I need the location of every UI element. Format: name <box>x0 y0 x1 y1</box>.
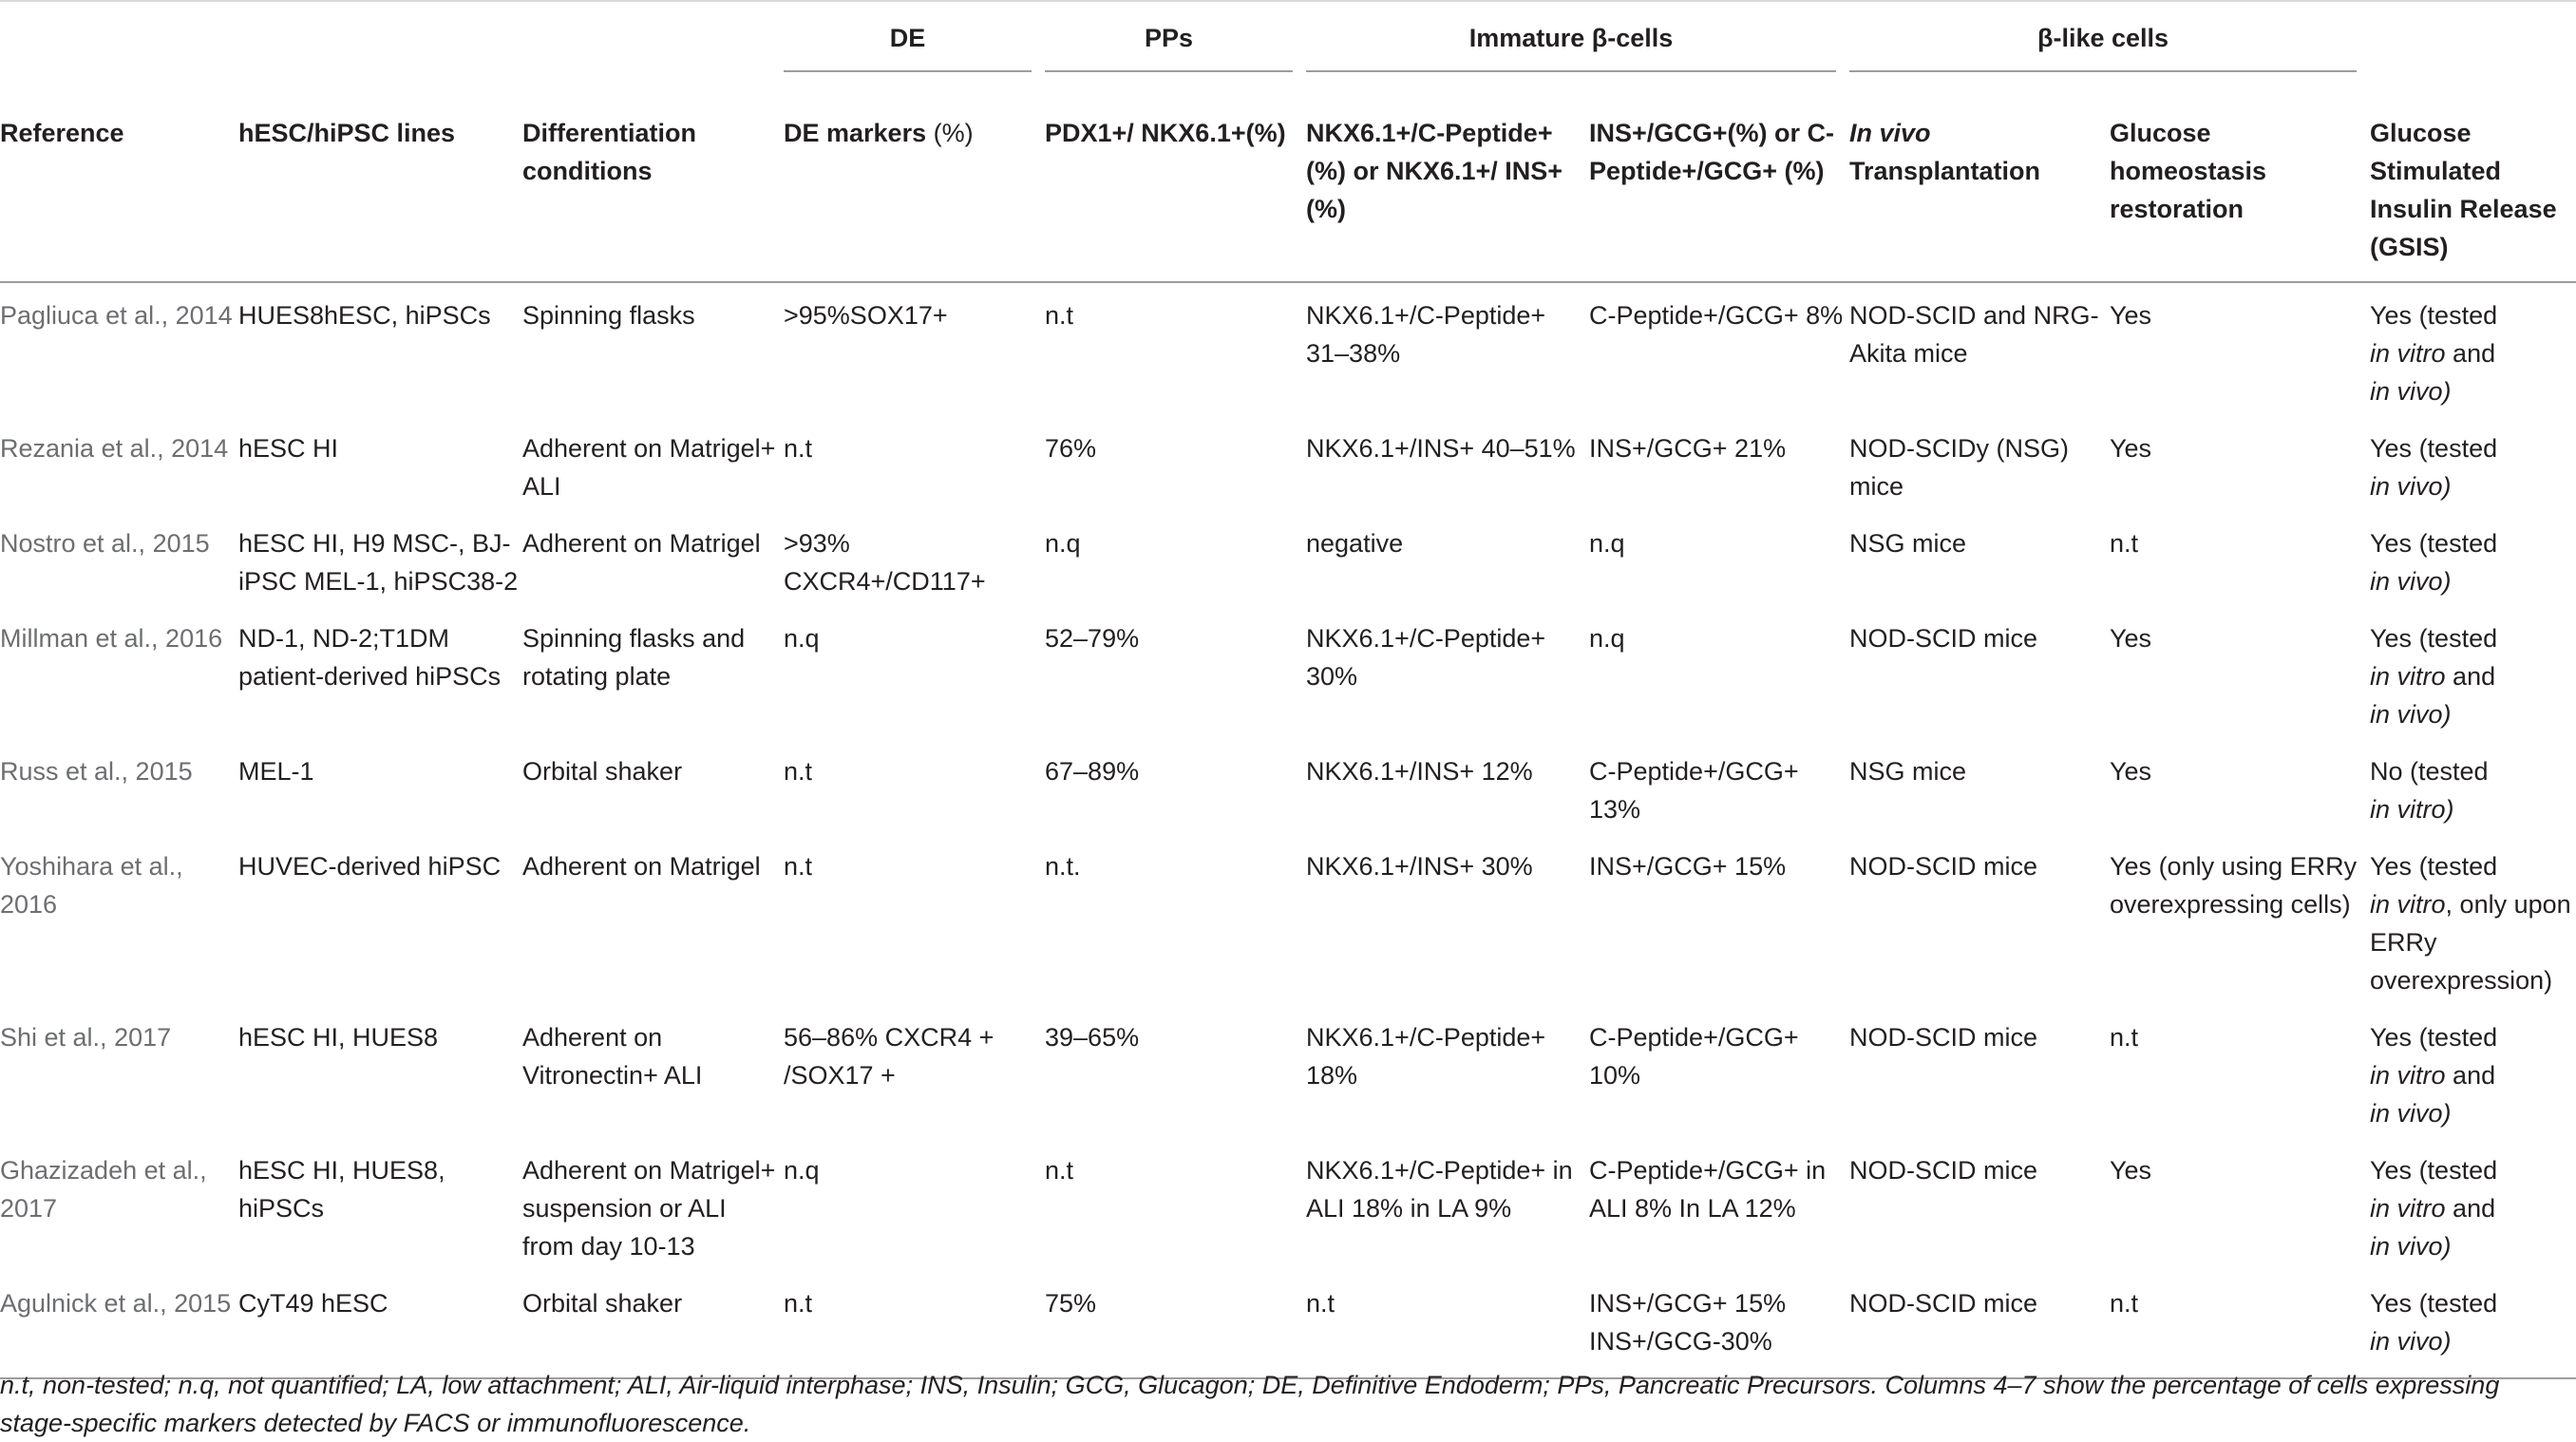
header-in-vivo-transplantation: In vivo Transplantation <box>1849 89 2110 282</box>
table-row <box>0 1271 2576 1378</box>
cell-reference: Pagliuca et al., 2014 <box>0 301 233 330</box>
cell-conditions: Spinning flasks and rotating plate <box>522 624 746 691</box>
group-de: DE <box>784 1 1045 89</box>
cell-cell-lines: hESC HI, HUES8 <box>238 1023 439 1052</box>
cell-cell-lines: HUES8hESC, hiPSCs <box>238 301 491 330</box>
cell-in-vivo: NOD-SCID and NRG-Akita mice <box>1849 301 2099 368</box>
cell-glucose-homeostasis: Yes <box>2110 434 2152 463</box>
table-row <box>0 739 2576 834</box>
cell-cell-lines: CyT49 hESC <box>238 1271 522 1378</box>
cell-conditions: Orbital shaker <box>522 1271 784 1378</box>
cell-nkx61-cpeptide: NKX6.1+/INS+ 40–51% <box>1306 434 1576 463</box>
cell-conditions: Adherent on Matrigel+ ALI <box>522 434 776 501</box>
cell-nkx61-cpeptide: NKX6.1+/C-Peptide+ 31–38% <box>1306 301 1546 368</box>
cell-in-vivo: NOD-SCID mice <box>1849 624 2038 653</box>
cell-conditions: Orbital shaker <box>522 757 683 786</box>
cell-pdx1-nkx61: n.q <box>1045 529 1081 558</box>
cell-gsis: Yes (tested in vivo) <box>2370 1271 2576 1378</box>
cell-de-markers: 56–86% CXCR4 + /SOX17 + <box>784 1023 994 1090</box>
cell-gsis: Yes (tested in vitro and in vivo) <box>2370 1156 2498 1261</box>
cell-nkx61-cpeptide: NKX6.1+/C-Peptide+ 18% <box>1306 1023 1546 1090</box>
table-row <box>0 416 2576 511</box>
cell-gsis: Yes (tested in vitro and in vivo) <box>2370 301 2498 406</box>
cell-cell-lines: HUVEC-derived hiPSC <box>238 852 502 881</box>
cell-nkx61-cpeptide: negative <box>1306 529 1404 558</box>
cell-gsis: Yes (tested in vitro, only upon ERRy overexpression) <box>2370 852 2571 995</box>
header-cell-lines: hESC/hiPSC lines <box>238 89 522 282</box>
cell-in-vivo: NSG mice <box>1849 757 1967 786</box>
cell-cell-lines: MEL-1 <box>238 757 314 786</box>
cell-reference: Agulnick et al., 2015 <box>0 1271 238 1378</box>
header-glucose-homeostasis: Glucose homeostasis restoration <box>2110 89 2370 282</box>
cell-de-markers: >95%SOX17+ <box>784 301 948 330</box>
table-row <box>0 1005 2576 1138</box>
cell-cell-lines: ND-1, ND-2;T1DM patient-derived hiPSCs <box>238 624 502 691</box>
cell-pdx1-nkx61: n.t <box>1045 301 1074 330</box>
cell-reference: Russ et al., 2015 <box>0 757 193 786</box>
cell-glucose-homeostasis: Yes <box>2110 301 2152 330</box>
cell-glucose-homeostasis: Yes <box>2110 624 2152 653</box>
cell-cell-lines: hESC HI, H9 MSC-, BJ-iPSC MEL-1, hiPSC38-2 <box>238 529 519 596</box>
header-gsis: Glucose Stimulated Insulin Release (GSIS) <box>2370 89 2576 282</box>
header-ins-gcg: INS+/GCG+(%) or C-Peptide+/GCG+ (%) <box>1589 89 1849 282</box>
cell-nkx61-cpeptide: NKX6.1+/C-Peptide+ in ALI 18% in LA 9% <box>1306 1156 1573 1223</box>
cell-ins-gcg: C-Peptide+/GCG+ in ALI 8% In LA 12% <box>1589 1156 1827 1223</box>
header-de-markers: DE markers (%) <box>784 89 1045 282</box>
group-header-row <box>0 1 2576 89</box>
cell-de-markers: n.t <box>784 1271 1045 1378</box>
header-nkx61-cpeptide: NKX6.1+/C-Peptide+ (%) or NKX6.1+/ INS+ (%) <box>1306 89 1589 282</box>
cell-conditions: Adherent on Vitronectin+ ALI <box>522 1023 703 1090</box>
cell-glucose-homeostasis: n.t <box>2110 529 2139 558</box>
column-header-row <box>0 89 2576 282</box>
cell-de-markers: n.q <box>784 1156 820 1185</box>
cell-ins-gcg: C-Peptide+/GCG+ 10% <box>1589 1023 1799 1090</box>
cell-ins-gcg: INS+/GCG+ 15% INS+/GCG-30% <box>1589 1271 1849 1378</box>
cell-reference: Shi et al., 2017 <box>0 1023 172 1052</box>
cell-reference: Yoshihara et al., 2016 <box>0 852 183 919</box>
cell-pdx1-nkx61: 39–65% <box>1045 1023 1140 1052</box>
cell-gsis: Yes (tested in vivo) <box>2370 529 2498 596</box>
cell-reference: Rezania et al., 2014 <box>0 434 229 463</box>
cell-in-vivo: NSG mice <box>1849 529 1967 558</box>
cell-nkx61-cpeptide: NKX6.1+/INS+ 12% <box>1306 757 1533 786</box>
table-row <box>0 834 2576 1005</box>
cell-de-markers: n.t <box>784 852 813 881</box>
cell-de-markers: >93% CXCR4+/CD117+ <box>784 529 986 596</box>
cell-in-vivo: NOD-SCIDy (NSG) mice <box>1849 434 2070 501</box>
table-row <box>0 511 2576 606</box>
table-row <box>0 1138 2576 1271</box>
table-row <box>0 282 2576 416</box>
cell-conditions: Spinning flasks <box>522 301 695 330</box>
cell-gsis: Yes (tested in vitro and in vivo) <box>2370 1023 2498 1128</box>
table-row <box>0 606 2576 739</box>
cell-reference: Nostro et al., 2015 <box>0 529 210 558</box>
cell-ins-gcg: n.q <box>1589 624 1625 653</box>
cell-reference: Millman et al., 2016 <box>0 624 223 653</box>
cell-ins-gcg: INS+/GCG+ 21% <box>1589 434 1787 463</box>
cell-in-vivo: NOD-SCID mice <box>1849 1156 2038 1185</box>
cell-in-vivo: NOD-SCID mice <box>1849 1271 2110 1378</box>
cell-conditions: Adherent on Matrigel <box>522 529 761 558</box>
cell-ins-gcg: C-Peptide+/GCG+ 8% <box>1589 301 1844 330</box>
cell-pdx1-nkx61: n.t. <box>1045 852 1081 881</box>
cell-ins-gcg: INS+/GCG+ 15% <box>1589 852 1787 881</box>
cell-nkx61-cpeptide: n.t <box>1306 1271 1589 1378</box>
header-reference: Reference <box>0 89 238 282</box>
group-immature-beta-cells: Immature β-cells <box>1306 1 1849 89</box>
cell-glucose-homeostasis: Yes <box>2110 757 2152 786</box>
group-beta-like-cells: β-like cells <box>1849 1 2370 89</box>
cell-pdx1-nkx61: 52–79% <box>1045 624 1140 653</box>
group-pps: PPs <box>1045 1 1306 89</box>
cell-pdx1-nkx61: 76% <box>1045 434 1097 463</box>
header-pdx1-nkx61: PDX1+/ NKX6.1+(%) <box>1045 89 1306 282</box>
cell-pdx1-nkx61: 67–89% <box>1045 757 1140 786</box>
cell-glucose-homeostasis: Yes (only using ERRy overexpressing cells) <box>2110 852 2358 919</box>
cell-ins-gcg: n.q <box>1589 529 1625 558</box>
cell-de-markers: n.q <box>784 624 820 653</box>
cell-glucose-homeostasis: Yes <box>2110 1156 2152 1185</box>
table-footnote: n.t, non-tested; n.q, not quantified; LA, low attachment; ALI, Air-liquid interphase; INS, Insulin; GCG, Glucagon; DE, Definitive Endoderm; PPs, Pancreatic Precursors. Columns 4–7 show the percentage of cells expressing stage-specific markers detected by FACS or immunofluorescence. <box>0 1371 2500 1437</box>
cell-glucose-homeostasis: n.t <box>2110 1023 2139 1052</box>
cell-pdx1-nkx61: n.t <box>1045 1156 1074 1185</box>
cell-nkx61-cpeptide: NKX6.1+/C-Peptide+ 30% <box>1306 624 1546 691</box>
cell-de-markers: n.t <box>784 434 813 463</box>
cell-nkx61-cpeptide: NKX6.1+/INS+ 30% <box>1306 852 1533 881</box>
cell-glucose-homeostasis: n.t <box>2110 1271 2370 1378</box>
cell-cell-lines: hESC HI <box>238 434 339 463</box>
cell-reference: Ghazizadeh et al., 2017 <box>0 1156 207 1223</box>
cell-in-vivo: NOD-SCID mice <box>1849 1023 2038 1052</box>
cell-gsis: Yes (tested in vitro and in vivo) <box>2370 624 2498 729</box>
cell-ins-gcg: C-Peptide+/GCG+ 13% <box>1589 757 1799 824</box>
table-body <box>0 282 2576 1378</box>
cell-gsis: Yes (tested in vivo) <box>2370 434 2498 501</box>
cell-cell-lines: hESC HI, HUES8, hiPSCs <box>238 1156 445 1223</box>
cell-de-markers: n.t <box>784 757 813 786</box>
cell-conditions: Adherent on Matrigel <box>522 852 761 881</box>
cell-conditions: Adherent on Matrigel+ suspension or ALI from day 10-13 <box>522 1156 776 1261</box>
cell-pdx1-nkx61: 75% <box>1045 1271 1306 1378</box>
header-differentiation-conditions: Differentiation conditions <box>522 89 784 282</box>
cell-in-vivo: NOD-SCID mice <box>1849 852 2038 881</box>
cell-gsis: No (tested in vitro) <box>2370 757 2489 824</box>
